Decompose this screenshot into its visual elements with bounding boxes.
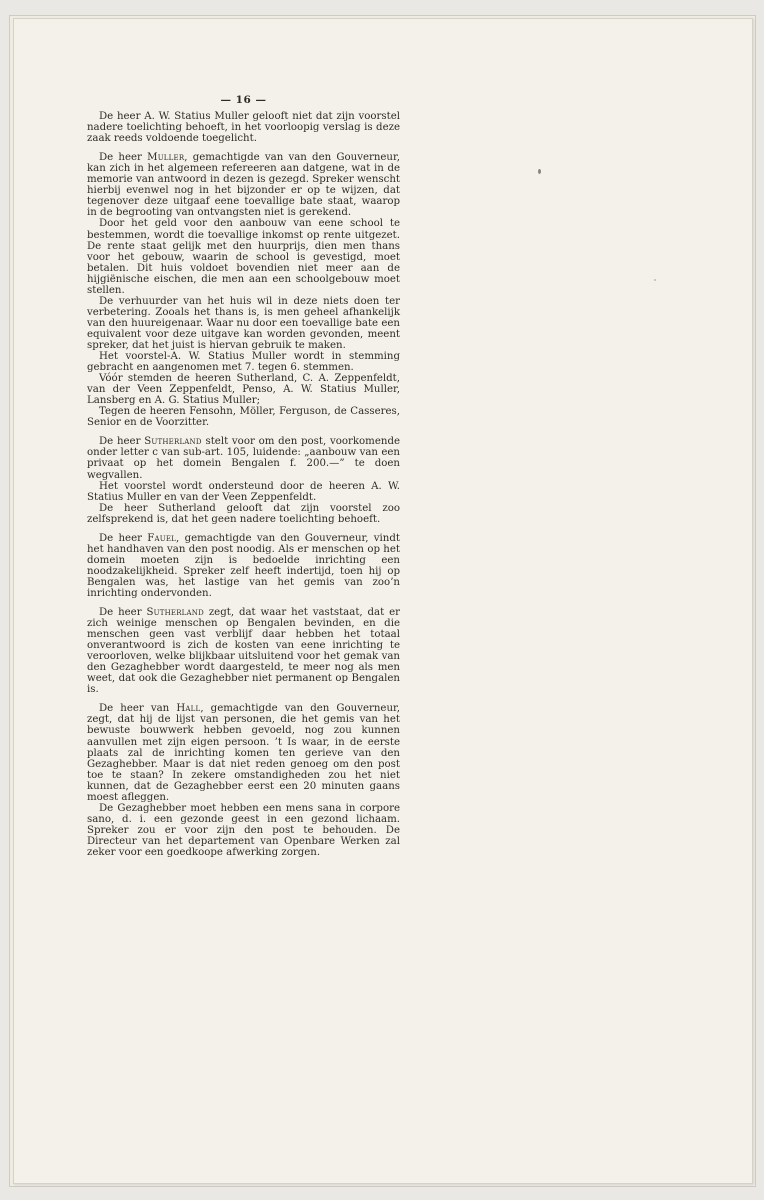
- paragraph-3: [87, 218, 400, 295]
- speaker-name: Muller: [147, 152, 185, 164]
- paragraph-text: De heer A. W. Statius Muller gelooft niet dat zijn voorstel nadere toelichting behoeft, in het voorloopig verslag is deze zaak reeds voldoende toegelicht.: [87, 111, 400, 145]
- paragraph-9: [87, 481, 400, 503]
- speaker-prefix: De heer: [99, 607, 147, 619]
- paragraph-text: De verhuurder van het huis wil in deze niets doen ter verbetering. Zooals het thans is, is men geheel afhankelijk van den huureigenaar. Waar nu door een toevallige bate een equivalent voor deze uitgave kan worden gevonden, meent spreker, dat het juist is hiervan gebruik te maken.: [87, 295, 400, 351]
- speaker-name: Fauel: [147, 532, 177, 544]
- paragraph-text: Tegen de heeren Fensohn, Möller, Ferguson, de Casseres, Senior en de Voorzitter.: [87, 406, 400, 429]
- paragraph-6: [87, 373, 400, 406]
- paper-speck: [538, 169, 541, 174]
- paragraph-text: De heer Sutherland gelooft dat zijn voorstel zoo zelfsprekend is, dat het geen nadere toelichting behoeft.: [87, 502, 400, 525]
- paragraph-10: [87, 503, 400, 525]
- speaker-prefix: De heer: [99, 436, 145, 448]
- speaker-name: Hall: [176, 703, 201, 715]
- speaker-name: Sutherland: [146, 607, 204, 619]
- paragraph-12: [87, 607, 400, 695]
- paragraph-14: [87, 803, 400, 858]
- paragraph-1: [87, 111, 400, 144]
- paragraph-2: [87, 152, 400, 218]
- paragraph-text: Het voorstel-A. W. Statius Muller wordt in stemming gebracht en aangenomen met 7. tegen 6. stemmen.: [87, 351, 400, 374]
- text-column: [87, 95, 400, 858]
- paragraph-5: [87, 351, 400, 373]
- speaker-name: Sutherland: [144, 436, 202, 448]
- paragraph-11: [87, 533, 400, 599]
- paper-speck: [654, 279, 656, 281]
- paragraph-text: , gemachtigde van den Gouverneur, vindt het handhaven van den post noodig. Als er menschen op het domein moeten zijn is bedoelde inrichting een noodzakelijkheid. Spreker zelf heeft indertijd, toen hij op Bengalen was, het lastige van het gemis van zoo’n inrichting ondervonden.: [87, 532, 400, 599]
- paragraph-text: Door het geld voor den aanbouw van eene school te bestemmen, wordt die toevallige inkomst op rente uitgezet. De rente staat gelijk met den huurprijs, dien men thans voor het gebouw, waarin de school is gevestigd, moet betalen. Dit huis voldoet bovendien niet meer aan de hijgiënische eischen, die men aan een schoolgebouw moet stellen.: [87, 218, 400, 296]
- speaker-prefix: De heer: [99, 532, 148, 544]
- paragraph-text: De Gezaghebber moet hebben een mens sana in corpore sano, d. i. een gezonde geest in een gezond lichaam. Spreker zou er voor zijn den post te behouden. De Directeur van het departement van Openbare Werken zal zeker voor een goedkoope afwerking zorgen.: [87, 802, 400, 858]
- paragraph-text: zegt, dat waar het vaststaat, dat er zich weinige menschen op Bengalen bevinden, en die menschen geen vast verblijf daar hebben het totaal onverantwoord is zich de kosten van eene inrichting te veroorloven, welke blijkbaar uitsluitend voor het gemak van den Gezaghebber wordt daargesteld, te meer nog als men weet, dat ook die Gezaghebber niet permanent op Bengalen is.: [87, 607, 400, 696]
- paragraph-text: , gemachtigde van van den Gouverneur, kan zich in het algemeen refereeren aan datgene, wat in de memorie van antwoord in dezen is gezegd. Spreker wenscht hierbij evenwel nog in het bijzonder er op te wijzen, dat tegenover deze uitgaaf eene toevallige bate staat, waarop in de begrooting van ontvangsten niet is gerekend.: [87, 152, 400, 219]
- page-number: — 16 —: [220, 94, 267, 106]
- paragraph-text: Het voorstel wordt ondersteund door de heeren A. W. Statius Muller en van der Veen Zeppenfeldt.: [87, 480, 400, 503]
- paragraph-13: [87, 703, 400, 802]
- paragraph-text: , gemachtigde van den Gouverneur, zegt, dat hij de lijst van personen, die het gemis van het bewuste bouwwerk hebben gevoeld, nog zou kunnen aanvullen met zijn eigen persoon. ’t Is waar, in de eerste plaats zal de inrichting komen ten gerieve van den Gezaghebber. Maar is dat niet reden genoeg om den post toe te staan? In zekere omstandigheden zou het niet kunnen, dat de Gezaghebber eerst een 20 minuten gaans moest afleggen.: [87, 703, 401, 803]
- paragraph-7: [87, 406, 400, 428]
- paragraph-text: Vóór stemden de heeren Sutherland, C. A. Zeppenfeldt, van der Veen Zeppenfeldt, Penso, A. W. Statius Muller, Lansberg en A. G. Statius Muller;: [87, 373, 400, 407]
- paragraph-text: stelt voor om den post, voorkomende onder letter c van sub-art. 105, luidende: „aanbouw van een privaat op het domein Bengalen f. 200.—” te doen wegvallen.: [87, 436, 400, 481]
- paragraph-8: [87, 436, 400, 480]
- paragraph-4: [87, 296, 400, 351]
- speaker-prefix: De heer: [99, 152, 148, 164]
- speaker-prefix: De heer van: [99, 703, 177, 715]
